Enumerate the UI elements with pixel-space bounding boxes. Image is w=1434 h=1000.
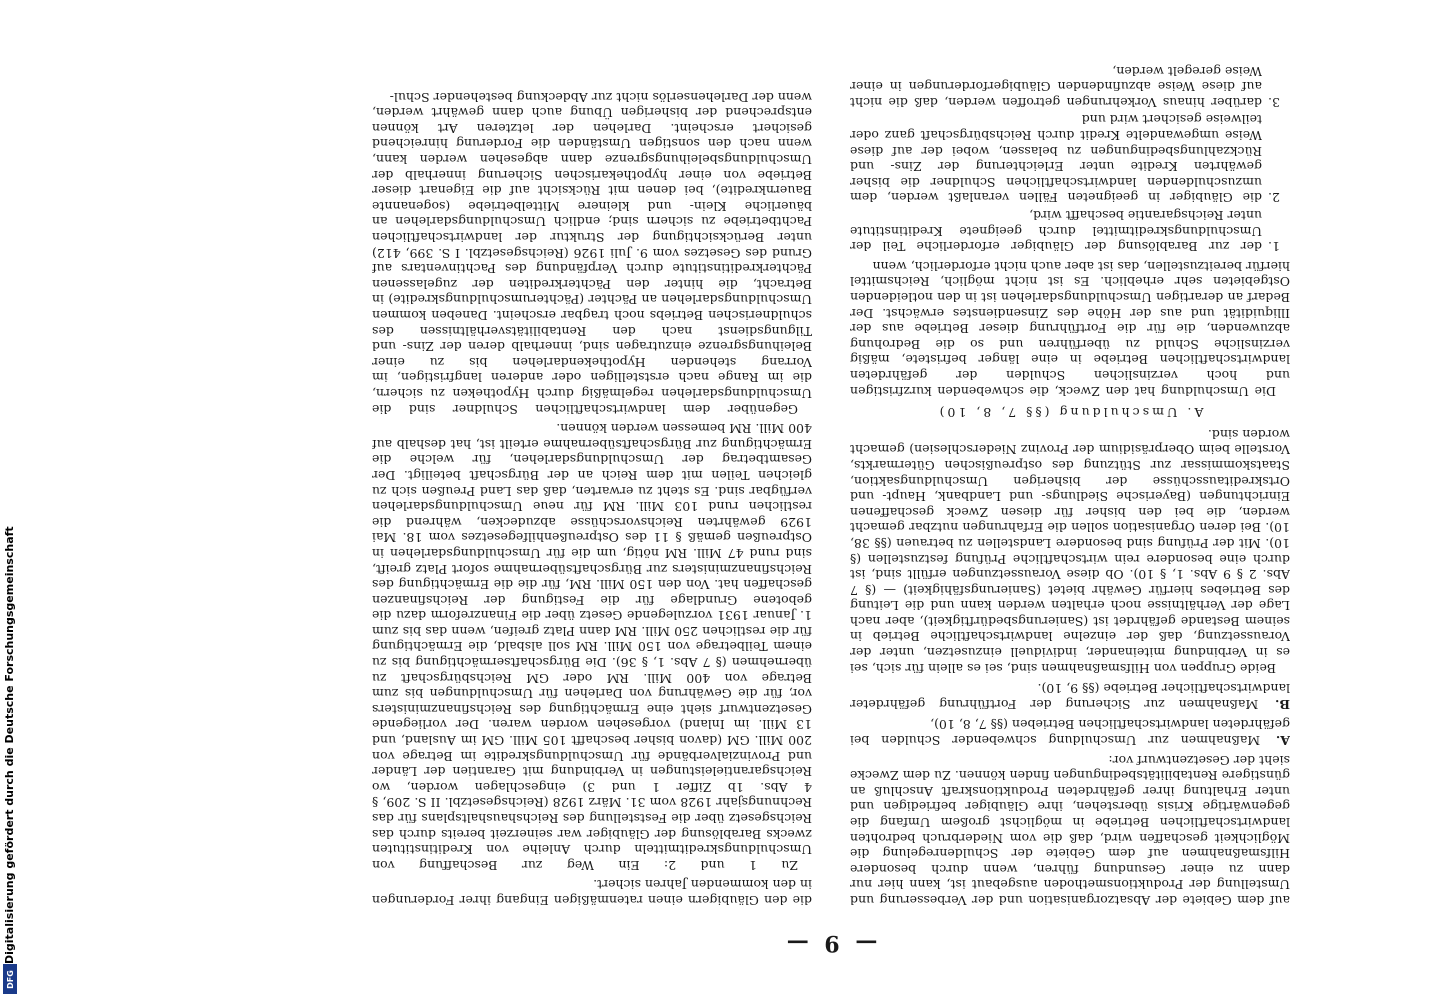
scanned-page	[370, 0, 1290, 960]
item-number: 1.	[1268, 239, 1280, 255]
item-text: darüber hinaus Vorkehrungen getroffen werden, daß die nicht auf diese Weise abzufindenden Gläubigerforderungen in einer Weise geregelt werden,	[850, 63, 1262, 110]
numbered-item	[850, 207, 1290, 254]
right-column	[372, 0, 812, 908]
item-text: der zur Barablösung der Gläubiger erforderliche Teil der Umschuldungskreditmittel durch geeignete Kreditinstitute unter Reichsgarantie beschafft wird,	[850, 208, 1262, 255]
numbered-item	[850, 112, 1290, 206]
measure-b-letter: B.	[1275, 696, 1290, 712]
measure-b-text: Maßnahmen zur Sicherung der Fortführung gefährdeter landwirtschaftlicher Betriebe (§§ 9, 10).	[850, 681, 1290, 712]
measure-a-letter: A.	[1275, 733, 1290, 749]
intro-paragraph: auf dem Gebiete der Absatzorganisation und der Verbesserung und Umstellung der Produktionsmethoden ausgebaut ist, kann hier nur dann zu einer Gesundung führen, wenn durch besondere Hilfsmaßnahmen auf dem Gebiete der Schuldenregelung die Möglichkeit geschaffen wird, daß die vom Niederbruch bedrohten landwirtschaftlichen Betriebe in möglichst großem Umfang die gegenwärtige Krisis überstehen, ihre Gläubiger befriedigen und unter Erhaltung ihrer gefährdeten Produktionskraft Anschluß an günstigere Rentabilitätsbedingungen finden können. Zu dem Zwecke sieht der Gesetzentwurf vor:	[850, 752, 1290, 908]
body-paragraph: Zu 1 und 2: Ein Weg zur Beschaffung von Umschuldungskreditmitteln durch Anleihe von Kreditinstituten zwecks Barablösung der Gläubiger war seinerzeit bereits durch das Reichsgesetz über die Feststellung des Reichshaushaltsplans für das Rechnungsjahr 1928 vom 31. März 1928 (Reichsgesetzbl. II S. 209, § 4 Abs. 1b Ziffer 1 und 3) eingeschlagen worden, wo Reichsgarantieleistungen in Verbindung mit Garantien der Länder und Provinzialverbände für Umschuldungskredite im Betrage von 200 Mill. GM (davon bisher beschafft 105 Mill. GM im Ausland, und 13 Mill. im Inland) vorgesehen worden waren. Der vorliegende Gesetzentwurf sieht eine Ermächtigung des Reichsfinanzministers vor, für die Gewährung von Darlehen für Umschuldungen bis zum Betrage von 400 Mill. RM oder GM Reichsbürgschaft zu übernehmen (§ 7 Abs. 1, § 36). Die Bürgschaftsermächtigung bis zu einem Teilbetrage von 150 Mill. RM soll alsbald, die Ermächtigung für die restlichen 250 Mill. RM dann Platz greifen, wenn das bis zum 1. Januar 1931 vorzulegende Gesetz über die Finanzreform dazu die gebotene Grundlage für die Festigung der Reichsfinanzen geschaffen hat. Von den 150 Mill. RM, für die die Ermächtigung des Reichsfinanzministers zur Bürgschaftsübernahme sofort Platz greift, sind rund 47 Mill. RM nötig, um die für Umschuldungsdarlehen in Ostpreußen gemäß § 11 des Ostpreußenhilfegesetzes vom 18. Mai 1929 gewährten Reichsvorschüsse abzudecken, während die restlichen rund 103 Mill. RM für neue Umschuldungsdarlehen verfügbar sind. Es steht zu erwarten, daß das Land Preußen sich zu gleichen Teilen mit dem Reich an der Bürgschaft beteiligt. Der Gesamtbetrag der Umschuldungsdarlehen, für welche die Ermächtigung zur Bürgschaftsübernahme erteilt ist, hat deshalb auf 400 Mill. RM bemessen werden können.	[372, 421, 812, 873]
measure-b	[850, 681, 1290, 712]
measure-a-text: Maßnahmen zur Umschuldung schwebender Schulden bei gefährdeten landwirtschaftlichen Betrieben (§§ 7, 8, 10),	[850, 717, 1290, 749]
column-gutter	[831, 0, 832, 900]
body-paragraph: Beide Gruppen von Hilfsmaßnahmen sind, sei es allein für sich, sei es in Verbindung miteinander, individuell einzusetzen, unter der Voraussetzung, daß der einzelne landwirtschaftliche Betrieb in seinem Bestande gefährdet ist (Sanierungsbedürftigkeit), aber nach Lage der Verhältnisse noch erhalten werden kann und die Leitung des Betriebes hierfür Gewähr bietet (Sanierungsfähigkeit) — (§ 7 Abs. 2 § 9 Abs. 1, § 10). Ob diese Voraussetzungen erfüllt sind, ist durch eine besondere rein wirtschaftliche Prüfung festzustellen (§ 10). Mit der Prüfung sind besondere Landstellen zu betrauen (§§ 38, 10). Bei deren Organisation sollen die Erfahrungen nutzbar gemacht werden, die bei den bisher für diesen Zweck geschaffenen Einrichtungen (Bayerische Siedlungs- und Landbank, Haupt- und Ortskreditausschüsse der bisherigen Umschuldungsaktion, Staatskommissar zur Stützung des ostpreußischen Gütermarkts, Vorstelle beim Oberpräsidium der Provinz Niederschlesien) gemacht worden sind.	[850, 426, 1290, 676]
page-header	[370, 900, 1290, 960]
dfg-logo	[3, 964, 17, 994]
continuation-paragraph: die den Gläubigern einen ratenmäßigen Eingang ihrer Forderungen in den kommenden Jahren sichert.	[372, 877, 812, 908]
credit-text: Digitalisierung gefördert durch die Deutsche Forschungsgemeinschaft	[3, 526, 16, 964]
body-paragraph: Die Umschuldung hat den Zweck, die schwebenden kurzfristigen und hoch verzinslichen Schulden der gefährdeten landwirtschaftlichen Betriebe in eine länger befristete, mäßig verzinsliche Schuld zu überführen und so die Bedrohung abzuwenden, die für die Fortführung dieser Betriebe aus der Illiquidität und aus der Höhe des Zinsendienstes erwächst. Der Bedarf an derartigen Umschuldungsdarlehen ist in den notleidenden Ostgebieten sehr erheblich. Es ist nicht möglich, Reichsmittel hierfür bereitzustellen, das ist aber auch nicht erforderlich, wenn	[850, 258, 1290, 399]
item-text: die Gläubiger in geeigneten Fällen veranlaßt werden, dem umzuschuldenden landwirtschaftlichen Schuldner die bisher gewährten Kredite unter Erleichterung der Zins- und Rückzahlungsbedingungen zu belassen, wobei der auf diese Weise umgewandelte Kredit durch Reichsbürgschaft ganz oder teilweise gesichert wird und	[850, 112, 1262, 206]
digitization-credit	[0, 0, 20, 1000]
page-number: — 9 —	[782, 930, 878, 956]
body-paragraph: Gegenüber dem landwirtschaftlichen Schuldner sind die Umschuldungsdarlehen regelmäßig durch Hypotheken zu sichern, die im Range nach erststelligen oder anderen langfristigen, im Vorrang stehenden Hypothekendarlehen bis zu einer Beleihungsgrenze einzutragen sind, innerhalb deren der Zins- und Tilgungsdienst nach den Rentabilitätsverhältnissen des schuldnerischen Betriebs noch tragbar erscheint. Daneben kommen Umschuldungsdarlehen an Pächter (Pächterumschuldungskredite) in Betracht, die hinter den Pächterkrediten der zugelassenen Pächterkreditinstitute durch Verpfändung des Pachtinventars auf Grund des Gesetzes vom 9. Juli 1926 (Reichsgesetzbl. I S. 399, 412) unter Berücksichtigung der Struktur der landwirtschaftlichen Pachtbetriebe zu sichern sind; endlich Umschuldungsdarlehen an bäuerliche Klein- und kleinere Mittelbetriebe (sogenannte Bauernkredite), bei denen mit Rücksicht auf die Eigenart dieser Betriebe von einer hypothekarischen Sicherung innerhalb der Umschuldungsbeleihungsgrenze dann abgesehen werden kann, wenn nach den sonstigen Umständen die Forderung hinreichend gesichert erscheint. Darlehen der letzteren Art können entsprechend der bisherigen Übung auch dann gewährt werden, wenn der Darlehenserlös nicht zur Abdeckung bestehender Schul-	[372, 89, 812, 417]
left-column	[850, 0, 1290, 908]
dfg-logo-text: DFG	[5, 969, 15, 989]
section-heading: A. Umschuldung (§§ 7, 8, 10)	[936, 405, 1204, 421]
measure-a	[850, 717, 1290, 748]
numbered-item	[850, 63, 1290, 110]
item-number: 3.	[1268, 94, 1280, 110]
item-number: 2.	[1268, 190, 1280, 206]
